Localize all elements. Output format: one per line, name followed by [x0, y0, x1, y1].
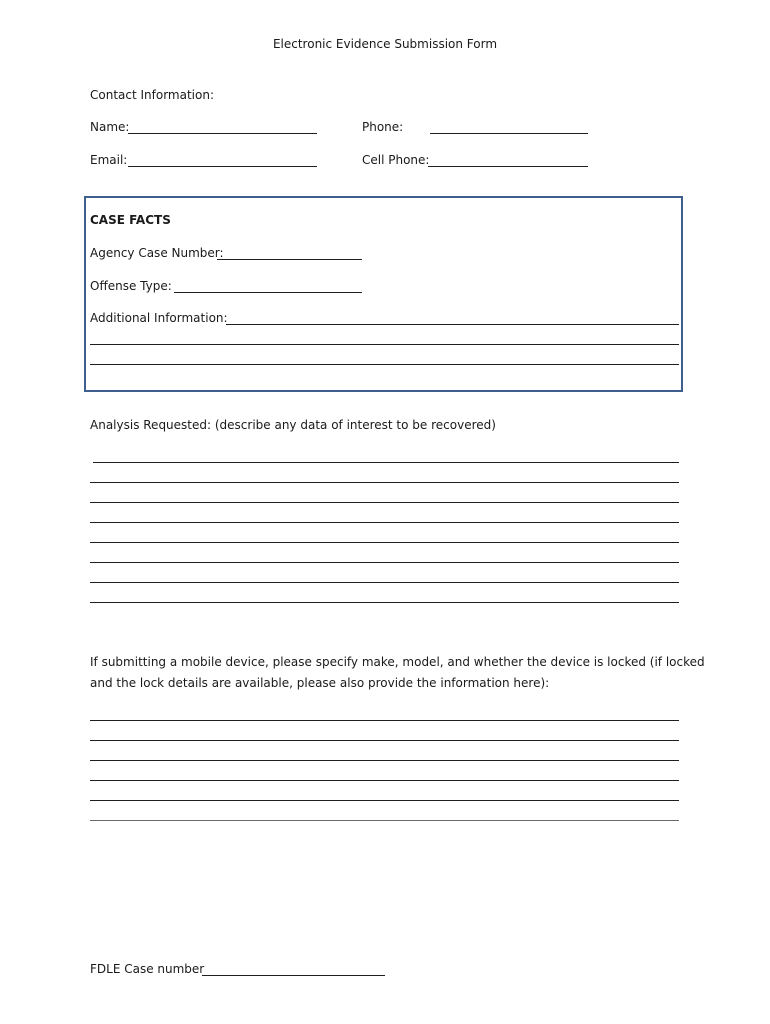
fdle-case-number-field[interactable] — [202, 975, 385, 976]
mobile-line[interactable] — [90, 760, 679, 761]
name-field[interactable] — [128, 133, 317, 134]
cell-phone-field[interactable] — [428, 166, 588, 167]
mobile-line[interactable] — [90, 740, 679, 741]
phone-label: Phone: — [362, 120, 404, 134]
mobile-line[interactable] — [90, 820, 679, 821]
offense-type-label: Offense Type: — [90, 279, 172, 293]
mobile-line[interactable] — [90, 720, 679, 721]
analysis-line[interactable] — [90, 482, 679, 483]
analysis-requested-label: Analysis Requested: (describe any data of interest to be recovered) — [90, 418, 496, 432]
cell-phone-label: Cell Phone: — [362, 153, 430, 167]
analysis-line[interactable] — [90, 602, 679, 603]
agency-case-number-label: Agency Case Number: — [90, 246, 224, 260]
analysis-line[interactable] — [93, 462, 679, 463]
phone-field[interactable] — [430, 133, 588, 134]
additional-info-field[interactable] — [226, 324, 679, 325]
mobile-line[interactable] — [90, 780, 679, 781]
analysis-line[interactable] — [90, 502, 679, 503]
case-facts-heading: CASE FACTS — [90, 213, 171, 227]
analysis-line[interactable] — [90, 582, 679, 583]
fdle-case-number-label: FDLE Case number — [90, 962, 205, 976]
name-label: Name: — [90, 120, 130, 134]
mobile-instructions-line1: If submitting a mobile device, please specify make, model, and whether the device is locked (if locked — [90, 655, 705, 669]
mobile-line[interactable] — [90, 800, 679, 801]
additional-info-line[interactable] — [90, 344, 679, 345]
offense-type-field[interactable] — [174, 292, 362, 293]
analysis-line[interactable] — [90, 562, 679, 563]
form-title: Electronic Evidence Submission Form — [272, 37, 498, 51]
analysis-line[interactable] — [90, 522, 679, 523]
agency-case-number-field[interactable] — [217, 259, 362, 260]
contact-heading: Contact Information: — [90, 88, 215, 102]
email-label: Email: — [90, 153, 128, 167]
mobile-instructions-line2: and the lock details are available, please also provide the information here): — [90, 676, 550, 690]
additional-info-line[interactable] — [90, 364, 679, 365]
case-facts-box — [84, 196, 683, 392]
analysis-line[interactable] — [90, 542, 679, 543]
additional-info-label: Additional Information: — [90, 311, 228, 325]
email-field[interactable] — [128, 166, 317, 167]
